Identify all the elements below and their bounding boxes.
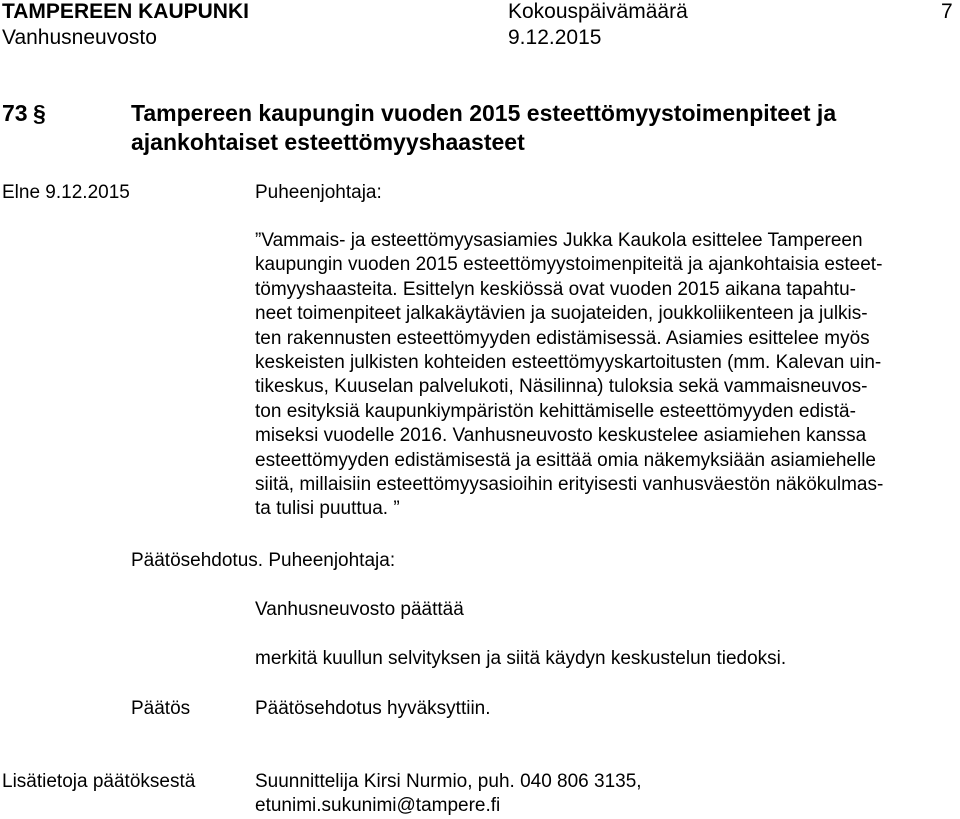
preparation-reference: Elne 9.12.2015 xyxy=(2,182,130,203)
section-sign: § xyxy=(33,100,46,126)
paragraph-line: neet toimenpiteet jalkakäytävien ja suojateiden, joukkoliikenteen ja julkis- xyxy=(255,303,868,325)
meeting-date-label: Kokouspäivämäärä xyxy=(508,0,688,23)
paragraph-line: ton esityksiä kaupunkiympäristön kehittämiselle esteettömyyden edistä- xyxy=(255,400,856,422)
decision-label: Päätös xyxy=(131,698,191,719)
paragraph-line: ta tulisi puuttua. ” xyxy=(255,498,400,520)
paragraph-line: siitä, millaisiin esteettömyysasioihin erityisesti vanhusväestön näkökulmas- xyxy=(255,474,884,496)
proposal-label: Päätösehdotus. Puheenjohtaja: xyxy=(131,550,396,571)
paragraph-line: miseksi vuodelle 2016. Vanhusneuvosto keskustelee asiamiehen kanssa xyxy=(255,425,867,447)
paragraph-line: ”Vammais- ja esteettömyysasiamies Jukka Kaukola esittelee Tampereen xyxy=(255,230,863,251)
paragraph-line: keskeisten julkisten kohteiden esteettömyyskartoitusten (mm. Kalevan uin- xyxy=(255,352,882,374)
chair-label: Puheenjohtaja: xyxy=(255,182,382,203)
paragraph-line: ten rakennusten esteettömyyden edistämisessä. Asiamies esittelee myös xyxy=(255,327,870,349)
decision-text: Päätösehdotus hyväksyttiin. xyxy=(255,698,491,719)
contact-line-1: Suunnittelija Kirsi Nurmio, puh. 040 806 3135, xyxy=(255,771,642,792)
meeting-date: 9.12.2015 xyxy=(508,26,602,49)
paragraph-line: kaupungin vuoden 2015 esteettömyystoimenpiteitä ja ajankohtaisia esteet- xyxy=(255,254,883,276)
paragraph-line: esteettömyyden edistämisestä ja esittää omia näkemyksiään asiamiehelle xyxy=(255,449,876,471)
paragraph-line: tikeskus, Kuuselan palvelukoti, Näsilinna) tuloksia sekä vammaisneuvos- xyxy=(255,376,868,398)
organization-name: TAMPEREEN KAUPUNKI xyxy=(2,0,249,23)
council-name: Vanhusneuvosto xyxy=(2,26,157,49)
item-number: 73 xyxy=(2,100,28,126)
paragraph-line: tömyyshaasteita. Esittelyn keskiössä ovat vuoden 2015 aikana tapahtu- xyxy=(255,278,856,300)
presentation-paragraph xyxy=(255,229,960,522)
contact-label: Lisätietoja päätöksestä xyxy=(2,771,196,792)
proposal-intro: Vanhusneuvosto päättää xyxy=(255,599,464,620)
item-title-line-1: Tampereen kaupungin vuoden 2015 esteettömyystoimenpiteet ja xyxy=(131,100,837,126)
contact-email: etunimi.sukunimi@tampere.fi xyxy=(255,795,501,816)
item-title-line-2: ajankohtaiset esteettömyyshaasteet xyxy=(131,129,525,155)
page-number: 7 xyxy=(941,0,953,23)
proposal-text: merkitä kuullun selvityksen ja siitä käydyn keskustelun tiedoksi. xyxy=(255,648,787,669)
